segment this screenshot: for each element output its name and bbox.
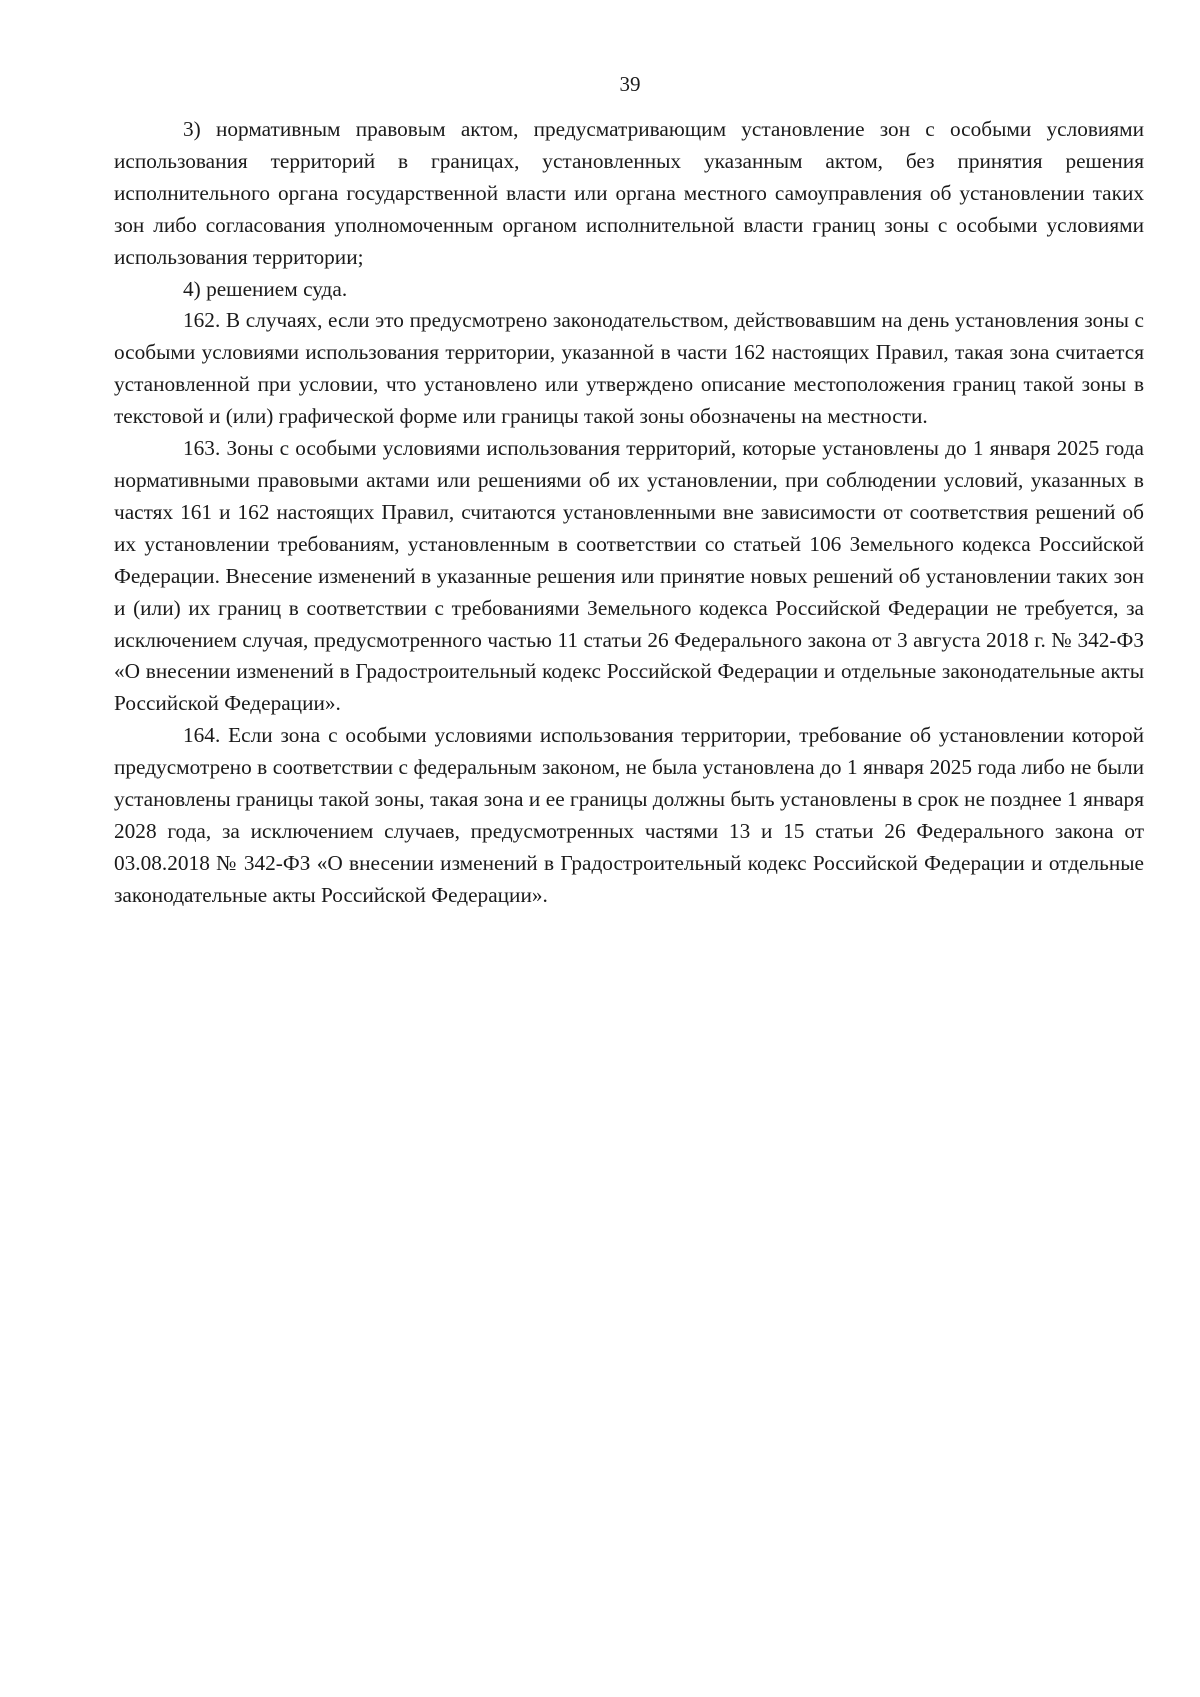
paragraph-163: 163. Зоны с особыми условиями использования территорий, которые установлены до 1 января 2025 года нормативными правовыми актами или решениями об их установлении, при соблюдении условий, указанных в частях 161 и 162 настоящих Правил, считаются установленными вне зависимости от соответствия решений об их установлении требованиям, установленным в соответствии со статьей 106 Земельного кодекса Российской Федерации. Внесение изменений в указанные решения или принятие новых решений об установлении таких зон и (или) их границ в соответствии с требованиями Земельного кодекса Российской Федерации не требуется, за исключением случая, предусмотренного частью 11 статьи 26 Федерального закона от 3 августа 2018 г. № 342-ФЗ «О внесении изменений в Градостроительный кодекс Российской Федерации и отдельные законодательные акты Российской Федерации». — [114, 436, 1144, 716]
paragraph-item-4: 4) решением суда. — [183, 276, 348, 301]
paragraph-item-3: 3) нормативным правовым актом, предусматривающим установление зон с особыми условиями использования территорий в границах, установленных указанным актом, без принятия решения исполнительного органа государственной власти или органа местного самоуправления об установлении таких зон либо согласования уполномоченным органом исполнительной власти границ зоны с особыми условиями использования территории; — [114, 117, 1144, 269]
document-body — [114, 114, 1144, 912]
paragraph-164: 164. Если зона с особыми условиями использования территории, требование об установлении которой предусмотрено в соответствии с федеральным законом, не была установлена до 1 января 2025 года либо не были установлены границы такой зоны, такая зона и ее границы должны быть установлены в срок не позднее 1 января 2028 года, за исключением случаев, предусмотренных частями 13 и 15 статьи 26 Федерального закона от 03.08.2018 № 342-ФЗ «О внесении изменений в Градостроительный кодекс Российской Федерации и отдельные законодательные акты Российской Федерации». — [114, 723, 1144, 907]
page-number: 39 — [619, 72, 641, 96]
paragraph-162: 162. В случаях, если это предусмотрено законодательством, действовавшим на день установления зоны с особыми условиями использования территории, указанной в части 162 настоящих Правил, такая зона считается установленной при условии, что установлено или утверждено описание местоположения границ такой зоны в текстовой и (или) графической форме или границы такой зоны обозначены на местности. — [114, 308, 1144, 429]
